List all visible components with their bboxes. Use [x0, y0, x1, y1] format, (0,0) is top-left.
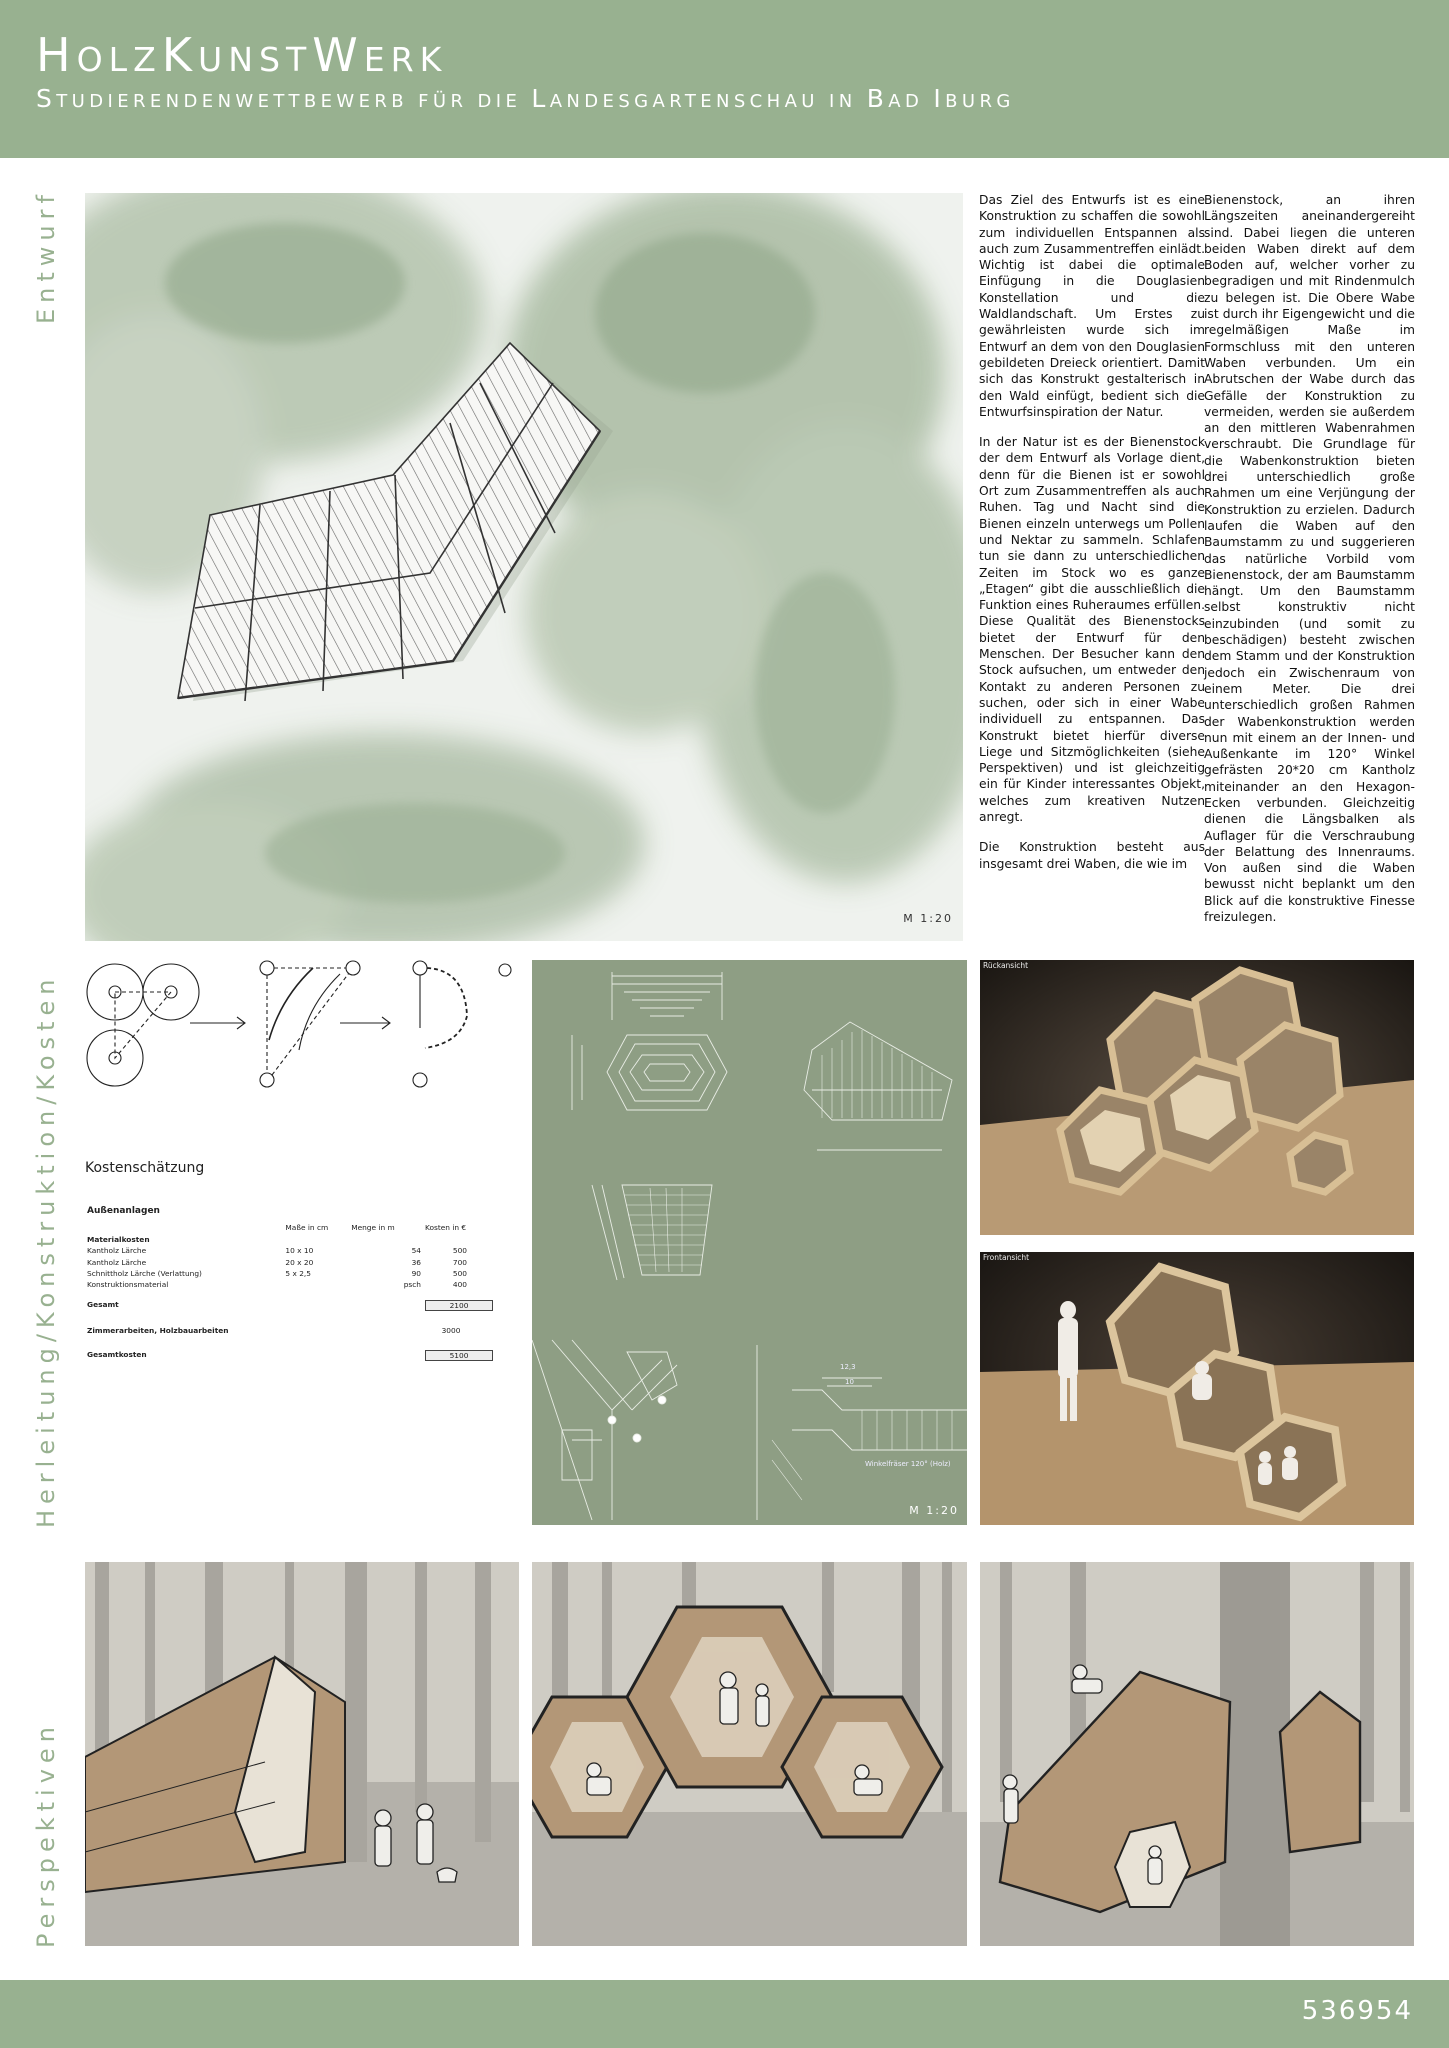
- poster-title: [36, 28, 447, 82]
- table-row: [85, 1299, 495, 1312]
- title-capital: S: [36, 84, 57, 113]
- construction-scale: M 1:20: [909, 1504, 959, 1517]
- paragraph: Bienenstock, an ihren Längszeiten aneinandergereiht sind. Dabei liegen die unteren beiden Waben direkt auf dem Boden auf, welcher vorher zu begradigen und mit Rindenmulch zu belegen ist. Die Obere Wabe ist durch ihr Eigengewicht und die regelmäßigen Maße im Formschluss mit den unteren Waben verbunden. Um ein Abrutschen der Wabe durch das Gefälle der Konstruktion zu vermeiden, werden sie außerdem an den mittleren Wabenrahmen verschraubt. Die Grundlage für die Wabenkonstruktion bieten drei unterschiedlich große Rahmen um eine Verjüngung der Konstruktion zu erzielen. Dadurch laufen die Waben auf den Baumstamm zu und suggerieren das natürliche Vorbild vom Bienenstock, der am Baumstamm hängt. Um den Baumstamm selbst konstruktiv nicht einzubinden (und somit zu beschädigen) besteht zwischen dem Stamm und der Konstruktion jedoch ein Zwischenraum von einem Meter. Die drei unterschiedlich großen Rahmen der Wabenkonstruktion werden nun mit einem an der Innen- und Außenkante im 120° Winkel gefrästen 20*20 cm Kantholz miteinander an den Hexagon-Ecken verbunden. Gleichzeitig dienen die Längsbalken als Auflager für die Verschraubung der Belattung des Innenraums. Von außen sind die Waben bewusst nicht beplankt um den Blick auf die konstruktive Finesse freizulegen.: [1204, 193, 1415, 925]
- cost-table: [85, 1205, 495, 1362]
- cost-header: Kosten in €: [425, 1223, 467, 1233]
- photo-label-front: Frontansicht: [983, 1253, 1030, 1262]
- paragraph: Das Ziel des Entwurfs ist es eine Konstruktion zu schaffen die sowohl zum individuellen Entspannen als auch zum Zusammentreffen einlädt. Wichtig ist dabei die optimale Einfügung in die Douglasien Konstellation und die Waldlandschaft. Um Erstes zu gewährleisten wurde sich im Entwurf an dem von den Douglasien gebildeten Dreieck orientiert. Damit sich das Konstrukt gestalterisch in den Wald einfügt, bedient sich die Entwurfsinspiration der Natur.: [979, 193, 1205, 419]
- footer-banner: [0, 1980, 1449, 2048]
- table-row: [85, 1245, 495, 1256]
- title-capital: B: [866, 84, 889, 113]
- table-row: [85, 1325, 495, 1336]
- dimension-lines: [612, 972, 722, 1020]
- cost-value: 400: [452, 1280, 467, 1290]
- derivation-diagram: [85, 958, 525, 1098]
- photo-front-view: [980, 1252, 1414, 1525]
- text-column-2: [1204, 192, 1415, 939]
- side-elevation: [804, 1022, 952, 1150]
- cost-value: 700: [452, 1257, 467, 1267]
- table-row: [85, 1256, 495, 1267]
- paragraph: Die Konstruktion besteht aus insgesamt drei Waben, die wie im: [979, 840, 1205, 871]
- cost-item: Kantholz Lärche: [87, 1257, 147, 1267]
- cost-grand-label: Gesamtkosten: [87, 1349, 147, 1359]
- perspective-3: [980, 1562, 1414, 1946]
- cost-title: Kostenschätzung: [85, 1160, 205, 1176]
- perspective-2: [532, 1562, 967, 1946]
- entry-number: 536954: [1301, 1996, 1413, 2026]
- cost-value: 500: [452, 1246, 467, 1256]
- cost-size: 5 x 2,5: [285, 1268, 311, 1278]
- section-label-herleitung: Herleitung/Konstruktion/Kosten: [32, 973, 60, 1528]
- plan-view: [592, 1185, 712, 1280]
- title-capital: K: [161, 28, 198, 82]
- cost-total: 2100: [425, 1300, 493, 1311]
- construction-drawing: [532, 960, 967, 1525]
- poster-subtitle: [36, 84, 1015, 113]
- cost-section: Außenanlagen: [87, 1206, 160, 1217]
- cost-grand-total: 5100: [425, 1350, 493, 1361]
- title-capital: W: [312, 28, 364, 82]
- cost-header: Maße in cm: [285, 1223, 329, 1233]
- cost-item: Schnittholz Lärche (Verlattung): [87, 1268, 202, 1278]
- section-label-entwurf: Entwurf: [32, 189, 60, 324]
- table-row: [85, 1279, 495, 1290]
- tree-trunk: [1220, 1562, 1290, 1946]
- text-column-1: [979, 192, 1205, 886]
- cost-header: Menge in m: [351, 1223, 395, 1233]
- title-smallcaps: AD: [888, 91, 934, 112]
- section-detail: [757, 1345, 967, 1520]
- title-smallcaps: TUDIERENDENWETTBEWERB FÜR DIE: [56, 91, 532, 112]
- title-smallcaps: OLZ: [76, 40, 162, 79]
- cost-labor: 3000: [441, 1325, 461, 1335]
- construction-dim: 12,3: [840, 1363, 856, 1371]
- table-row: [85, 1348, 495, 1361]
- cost-item: Konstruktionsmaterial: [87, 1280, 169, 1290]
- joint-detail: [532, 1340, 677, 1520]
- cost-value: 500: [452, 1268, 467, 1278]
- perspective-1: [85, 1562, 519, 1946]
- cost-qty: 90: [411, 1268, 421, 1278]
- cost-qty: 54: [411, 1246, 421, 1256]
- site-plan: [85, 193, 963, 941]
- title-smallcaps: ANDESGARTENSCHAU IN: [549, 91, 867, 112]
- paragraph: In der Natur ist es der Bienenstock der dem Entwurf als Vorlage dient, denn für die Bienen ist er sowohl Ort zum Zusammentreffen als auch Ruhen. Tag und Nacht sind die Bienen einzeln unterwegs um Pollen und Nektar zu sammeln. Schlafen tun sie dann zu unterschiedlichen Zeiten im Stock wo es ganze „Etagen“ gibt die ausschließlich die Funktion eines Ruheraumes erfüllen. Diese Qualität des Bienenstocks bietet der Entwurf für den Menschen. Der Besucher kann den Stock aufsuchen, um entweder den Kontakt zu anderen Personen zu suchen, oder sich in einer Wabe individuell zu entspannen. Das Konstrukt bietet hierfür diverse Liege und Sitzmöglichkeiten (siehe Perspektiven) und ist gleichzeitig ein für Kinder interessantes Objekt, welches zum kreativen Nutzen anregt.: [979, 435, 1205, 824]
- title-capital: H: [36, 28, 77, 82]
- hexagon-elevation: [572, 1035, 727, 1110]
- cost-item: Kantholz Lärche: [87, 1246, 147, 1256]
- cost-size: [283, 1279, 349, 1290]
- site-plan-drawing: [85, 193, 963, 941]
- cost-size: 20 x 20: [285, 1257, 314, 1267]
- title-capital: I: [933, 84, 946, 113]
- table-row: [85, 1268, 495, 1279]
- section-label-perspektiven: Perspektiven: [32, 1721, 60, 1948]
- title-smallcaps: UNST: [197, 40, 313, 79]
- title-capital: L: [531, 84, 550, 113]
- cost-subheading: Materialkosten: [87, 1234, 150, 1244]
- photo-back-view: [980, 960, 1414, 1235]
- construction-dim: 10: [845, 1378, 854, 1386]
- cost-size: 10 x 10: [285, 1246, 314, 1256]
- site-plan-scale: M 1:20: [903, 912, 953, 925]
- photo-label-back: Rückansicht: [983, 961, 1029, 970]
- header-banner: [0, 0, 1449, 158]
- cost-labor-label: Zimmerarbeiten, Holzbauarbeiten: [87, 1325, 229, 1335]
- cost-qty: 36: [411, 1257, 421, 1267]
- cost-qty: psch: [403, 1280, 421, 1290]
- title-smallcaps: BURG: [945, 91, 1015, 112]
- title-smallcaps: ERK: [363, 40, 448, 79]
- construction-angle-label: Winkelfräser 120° (Holz): [865, 1460, 951, 1468]
- cost-total-label: Gesamt: [87, 1300, 119, 1309]
